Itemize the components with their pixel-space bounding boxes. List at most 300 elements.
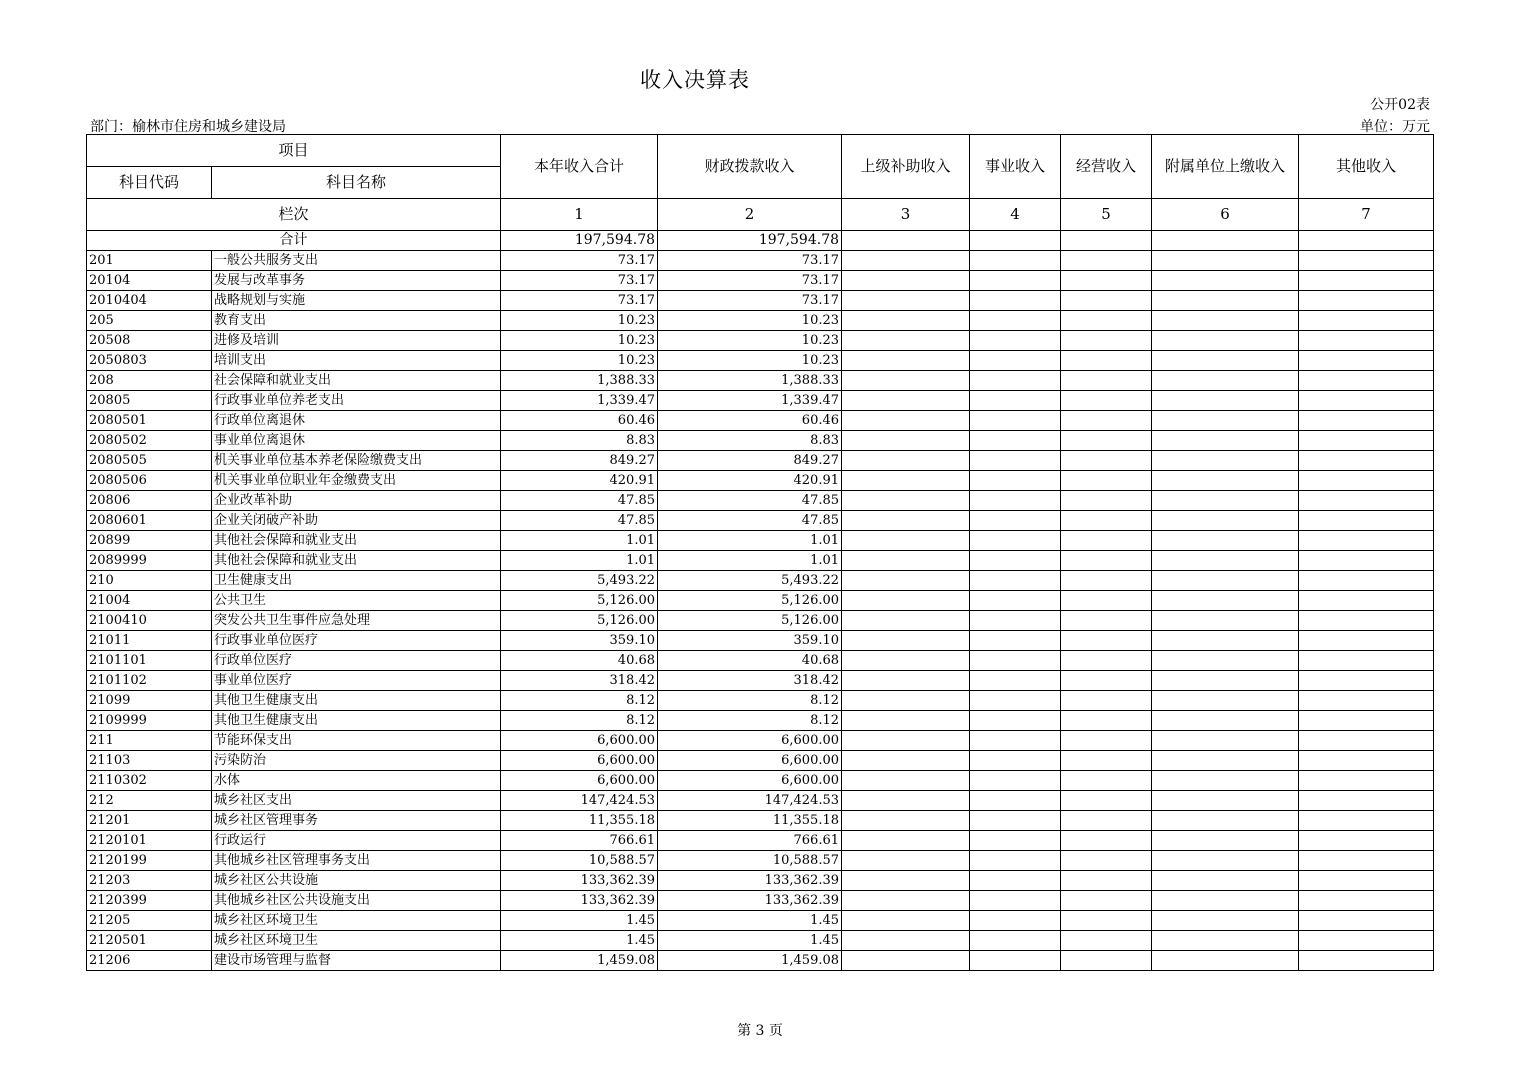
fiscal-income-cell: 10,588.57: [658, 851, 842, 871]
col-index-5: 5: [1061, 199, 1152, 231]
empty-cell: [842, 911, 970, 931]
empty-cell: [1299, 671, 1434, 691]
empty-cell: [842, 351, 970, 371]
empty-cell: [1299, 391, 1434, 411]
total-income-cell: 1,388.33: [501, 371, 658, 391]
page-title: 收入决算表: [640, 68, 750, 92]
empty-cell: [970, 831, 1061, 851]
empty-cell: [1061, 271, 1152, 291]
header-name: 科目名称: [212, 167, 501, 199]
subject-name: 污染防治: [212, 751, 501, 771]
fiscal-income-cell: 47.85: [658, 491, 842, 511]
empty-cell: [1299, 591, 1434, 611]
empty-cell: [842, 471, 970, 491]
subject-code: 2120101: [87, 831, 212, 851]
table-row: [87, 411, 1434, 431]
empty-cell: [1152, 751, 1299, 771]
empty-cell: [1152, 271, 1299, 291]
subject-code: 2110302: [87, 771, 212, 791]
empty-cell: [970, 511, 1061, 531]
empty-cell: [1152, 311, 1299, 331]
table-row: [87, 811, 1434, 831]
empty-cell: [1152, 831, 1299, 851]
empty-cell: [1299, 531, 1434, 551]
empty-cell: [1152, 591, 1299, 611]
fiscal-income-cell: 73.17: [658, 271, 842, 291]
empty-cell: [1299, 911, 1434, 931]
empty-cell: [1061, 371, 1152, 391]
empty-cell: [1061, 531, 1152, 551]
empty-cell: [970, 251, 1061, 271]
empty-cell: [1061, 571, 1152, 591]
fiscal-income-cell: 11,355.18: [658, 811, 842, 831]
total-income-cell: 133,362.39: [501, 871, 658, 891]
table-row: [87, 531, 1434, 551]
total-income-cell: 73.17: [501, 291, 658, 311]
empty-cell: [1299, 291, 1434, 311]
empty-cell: [970, 371, 1061, 391]
empty-cell: [1152, 391, 1299, 411]
header-affiliated-income: 附属单位上缴收入: [1152, 135, 1299, 199]
empty-cell: [1299, 791, 1434, 811]
empty-cell: [970, 631, 1061, 651]
empty-cell: [1061, 251, 1152, 271]
empty-cell: [970, 811, 1061, 831]
empty-cell: [1061, 931, 1152, 951]
empty-cell: [1299, 411, 1434, 431]
subject-code: 20806: [87, 491, 212, 511]
fiscal-income-cell: 6,600.00: [658, 771, 842, 791]
total-income-cell: 8.83: [501, 431, 658, 451]
total-fiscal-value: 197,594.78: [658, 231, 842, 251]
empty-cell: [970, 431, 1061, 451]
empty-cell: [970, 591, 1061, 611]
total-empty-cell: [1152, 231, 1299, 251]
empty-cell: [1299, 651, 1434, 671]
empty-cell: [1152, 451, 1299, 471]
subject-code: 201: [87, 251, 212, 271]
total-income-cell: 47.85: [501, 511, 658, 531]
table-row: [87, 371, 1434, 391]
subject-code: 2089999: [87, 551, 212, 571]
empty-cell: [1299, 871, 1434, 891]
table-row: [87, 791, 1434, 811]
table-row: [87, 731, 1434, 751]
table-row: [87, 571, 1434, 591]
empty-cell: [1299, 751, 1434, 771]
empty-cell: [970, 911, 1061, 931]
empty-cell: [1061, 651, 1152, 671]
table-row: [87, 891, 1434, 911]
subject-name: 其他城乡社区管理事务支出: [212, 851, 501, 871]
total-income-cell: 10,588.57: [501, 851, 658, 871]
empty-cell: [1152, 791, 1299, 811]
empty-cell: [842, 771, 970, 791]
subject-code: 2109999: [87, 711, 212, 731]
empty-cell: [842, 571, 970, 591]
empty-cell: [970, 851, 1061, 871]
empty-cell: [1152, 471, 1299, 491]
empty-cell: [1152, 291, 1299, 311]
empty-cell: [1152, 431, 1299, 451]
fiscal-income-cell: 6,600.00: [658, 731, 842, 751]
empty-cell: [1152, 771, 1299, 791]
empty-cell: [1152, 671, 1299, 691]
empty-cell: [1152, 251, 1299, 271]
empty-cell: [1152, 651, 1299, 671]
total-income-cell: 420.91: [501, 471, 658, 491]
subject-code: 2080601: [87, 511, 212, 531]
empty-cell: [970, 471, 1061, 491]
empty-cell: [970, 331, 1061, 351]
empty-cell: [970, 891, 1061, 911]
subject-code: 21011: [87, 631, 212, 651]
empty-cell: [1152, 691, 1299, 711]
empty-cell: [970, 771, 1061, 791]
empty-cell: [1299, 851, 1434, 871]
table-row: [87, 331, 1434, 351]
empty-cell: [1061, 311, 1152, 331]
table-row: [87, 291, 1434, 311]
empty-cell: [1061, 851, 1152, 871]
empty-cell: [1152, 931, 1299, 951]
empty-cell: [1061, 551, 1152, 571]
total-income-cell: 10.23: [501, 311, 658, 331]
table-row: [87, 431, 1434, 451]
header-operating-income: 经营收入: [1061, 135, 1152, 199]
total-row: [87, 231, 1434, 251]
subject-name: 企业关闭破产补助: [212, 511, 501, 531]
empty-cell: [1152, 711, 1299, 731]
form-number: 公开02表: [1370, 97, 1430, 113]
empty-cell: [842, 531, 970, 551]
fiscal-income-cell: 8.12: [658, 691, 842, 711]
subject-name: 行政单位医疗: [212, 651, 501, 671]
table-row: [87, 691, 1434, 711]
subject-code: 2120399: [87, 891, 212, 911]
total-income-cell: 1.01: [501, 551, 658, 571]
table-row: [87, 591, 1434, 611]
fiscal-income-cell: 40.68: [658, 651, 842, 671]
empty-cell: [970, 531, 1061, 551]
empty-cell: [842, 491, 970, 511]
total-income-cell: 318.42: [501, 671, 658, 691]
fiscal-income-cell: 420.91: [658, 471, 842, 491]
department-label: 部门：榆林市住房和城乡建设局: [90, 119, 286, 135]
empty-cell: [1152, 811, 1299, 831]
total-income-cell: 849.27: [501, 451, 658, 471]
subject-name: 进修及培训: [212, 331, 501, 351]
table-row: [87, 651, 1434, 671]
fiscal-income-cell: 8.12: [658, 711, 842, 731]
table-row: [87, 631, 1434, 651]
empty-cell: [970, 751, 1061, 771]
total-income-cell: 359.10: [501, 631, 658, 651]
empty-cell: [970, 731, 1061, 751]
subject-code: 21004: [87, 591, 212, 611]
fiscal-income-cell: 1.01: [658, 551, 842, 571]
subject-code: 21206: [87, 951, 212, 971]
fiscal-income-cell: 5,493.22: [658, 571, 842, 591]
table-row: [87, 551, 1434, 571]
fiscal-income-cell: 6,600.00: [658, 751, 842, 771]
fiscal-income-cell: 1,459.08: [658, 951, 842, 971]
subject-code: 208: [87, 371, 212, 391]
empty-cell: [1299, 511, 1434, 531]
subject-name: 一般公共服务支出: [212, 251, 501, 271]
table-row: [87, 311, 1434, 331]
empty-cell: [842, 511, 970, 531]
empty-cell: [842, 811, 970, 831]
empty-cell: [1299, 251, 1434, 271]
income-table: [86, 134, 1434, 971]
subject-name: 突发公共卫生事件应急处理: [212, 611, 501, 631]
empty-cell: [1061, 711, 1152, 731]
empty-cell: [970, 651, 1061, 671]
header-business-income: 事业收入: [970, 135, 1061, 199]
subject-code: 2050803: [87, 351, 212, 371]
empty-cell: [842, 631, 970, 651]
empty-cell: [1061, 631, 1152, 651]
empty-cell: [970, 711, 1061, 731]
subject-code: 211: [87, 731, 212, 751]
fiscal-income-cell: 5,126.00: [658, 591, 842, 611]
header-total-income: 本年收入合计: [501, 135, 658, 199]
subject-code: 2101102: [87, 671, 212, 691]
subject-name: 其他社会保障和就业支出: [212, 531, 501, 551]
empty-cell: [842, 711, 970, 731]
subject-name: 教育支出: [212, 311, 501, 331]
fiscal-income-cell: 766.61: [658, 831, 842, 851]
subject-name: 战略规划与实施: [212, 291, 501, 311]
fiscal-income-cell: 849.27: [658, 451, 842, 471]
empty-cell: [842, 671, 970, 691]
empty-cell: [970, 931, 1061, 951]
total-income-cell: 133,362.39: [501, 891, 658, 911]
empty-cell: [842, 871, 970, 891]
fiscal-income-cell: 1.45: [658, 931, 842, 951]
total-income-cell: 6,600.00: [501, 771, 658, 791]
total-label: 合计: [87, 231, 501, 251]
empty-cell: [970, 411, 1061, 431]
total-income-cell: 11,355.18: [501, 811, 658, 831]
empty-cell: [1061, 771, 1152, 791]
empty-cell: [842, 251, 970, 271]
empty-cell: [970, 391, 1061, 411]
empty-cell: [970, 791, 1061, 811]
table-row: [87, 511, 1434, 531]
empty-cell: [842, 791, 970, 811]
empty-cell: [1152, 911, 1299, 931]
table-row: [87, 391, 1434, 411]
subject-code: 21099: [87, 691, 212, 711]
empty-cell: [1061, 591, 1152, 611]
total-income-cell: 766.61: [501, 831, 658, 851]
empty-cell: [842, 311, 970, 331]
subject-name: 企业改革补助: [212, 491, 501, 511]
fiscal-income-cell: 8.83: [658, 431, 842, 451]
subject-code: 212: [87, 791, 212, 811]
fiscal-income-cell: 73.17: [658, 251, 842, 271]
empty-cell: [1061, 791, 1152, 811]
fiscal-income-cell: 147,424.53: [658, 791, 842, 811]
empty-cell: [1299, 311, 1434, 331]
subject-name: 水体: [212, 771, 501, 791]
subject-code: 21203: [87, 871, 212, 891]
empty-cell: [1152, 851, 1299, 871]
total-income-value: 197,594.78: [501, 231, 658, 251]
empty-cell: [842, 931, 970, 951]
table-row: [87, 471, 1434, 491]
empty-cell: [1061, 411, 1152, 431]
total-income-cell: 73.17: [501, 251, 658, 271]
empty-cell: [1152, 951, 1299, 971]
empty-cell: [1061, 951, 1152, 971]
empty-cell: [1061, 391, 1152, 411]
subject-code: 2080502: [87, 431, 212, 451]
empty-cell: [842, 271, 970, 291]
fiscal-income-cell: 10.23: [658, 311, 842, 331]
empty-cell: [1152, 891, 1299, 911]
empty-cell: [970, 451, 1061, 471]
fiscal-income-cell: 133,362.39: [658, 871, 842, 891]
table-row: [87, 351, 1434, 371]
subject-code: 2080505: [87, 451, 212, 471]
subject-name: 其他城乡社区公共设施支出: [212, 891, 501, 911]
subject-name: 培训支出: [212, 351, 501, 371]
empty-cell: [1299, 691, 1434, 711]
subject-code: 20805: [87, 391, 212, 411]
empty-cell: [1061, 491, 1152, 511]
table-row: [87, 931, 1434, 951]
empty-cell: [1061, 871, 1152, 891]
empty-cell: [842, 851, 970, 871]
empty-cell: [842, 731, 970, 751]
fiscal-income-cell: 10.23: [658, 331, 842, 351]
total-income-cell: 5,493.22: [501, 571, 658, 591]
fiscal-income-cell: 1.45: [658, 911, 842, 931]
subject-name: 行政事业单位养老支出: [212, 391, 501, 411]
empty-cell: [842, 451, 970, 471]
empty-cell: [1299, 451, 1434, 471]
empty-cell: [1152, 871, 1299, 891]
subject-name: 事业单位医疗: [212, 671, 501, 691]
subject-code: 2120501: [87, 931, 212, 951]
empty-cell: [1299, 491, 1434, 511]
table-row: [87, 831, 1434, 851]
empty-cell: [1061, 911, 1152, 931]
empty-cell: [1299, 631, 1434, 651]
fiscal-income-cell: 5,126.00: [658, 611, 842, 631]
total-empty-cell: [1299, 231, 1434, 251]
total-income-cell: 1,339.47: [501, 391, 658, 411]
subject-name: 城乡社区公共设施: [212, 871, 501, 891]
table-row: [87, 491, 1434, 511]
empty-cell: [1299, 351, 1434, 371]
empty-cell: [1152, 531, 1299, 551]
fiscal-income-cell: 1,388.33: [658, 371, 842, 391]
empty-cell: [970, 491, 1061, 511]
header-fiscal-income: 财政拨款收入: [658, 135, 842, 199]
table-row: [87, 951, 1434, 971]
empty-cell: [1061, 671, 1152, 691]
empty-cell: [1299, 471, 1434, 491]
empty-cell: [1152, 551, 1299, 571]
table-row: [87, 751, 1434, 771]
total-income-cell: 10.23: [501, 351, 658, 371]
empty-cell: [970, 271, 1061, 291]
empty-cell: [1299, 371, 1434, 391]
table-row: [87, 771, 1434, 791]
empty-cell: [1152, 331, 1299, 351]
fiscal-income-cell: 133,362.39: [658, 891, 842, 911]
header-code: 科目代码: [87, 167, 212, 199]
total-income-cell: 73.17: [501, 271, 658, 291]
empty-cell: [842, 371, 970, 391]
subject-name: 公共卫生: [212, 591, 501, 611]
col-index-2: 2: [658, 199, 842, 231]
total-income-cell: 147,424.53: [501, 791, 658, 811]
subject-code: 21205: [87, 911, 212, 931]
table-row: [87, 911, 1434, 931]
empty-cell: [1061, 351, 1152, 371]
empty-cell: [970, 551, 1061, 571]
table-row: [87, 871, 1434, 891]
total-income-cell: 8.12: [501, 711, 658, 731]
empty-cell: [1061, 451, 1152, 471]
fiscal-income-cell: 359.10: [658, 631, 842, 651]
empty-cell: [842, 651, 970, 671]
subject-name: 行政单位离退休: [212, 411, 501, 431]
page-number: 第 3 页: [737, 1023, 783, 1039]
fiscal-income-cell: 60.46: [658, 411, 842, 431]
empty-cell: [1299, 331, 1434, 351]
table-row: [87, 251, 1434, 271]
empty-cell: [1061, 831, 1152, 851]
fiscal-income-cell: 318.42: [658, 671, 842, 691]
table-row: [87, 671, 1434, 691]
subject-code: 2010404: [87, 291, 212, 311]
empty-cell: [1061, 291, 1152, 311]
fiscal-income-cell: 1.01: [658, 531, 842, 551]
subject-code: 20508: [87, 331, 212, 351]
subject-code: 2080506: [87, 471, 212, 491]
header-other-income: 其他收入: [1299, 135, 1434, 199]
total-income-cell: 10.23: [501, 331, 658, 351]
col-index-3: 3: [842, 199, 970, 231]
total-income-cell: 47.85: [501, 491, 658, 511]
empty-cell: [1061, 611, 1152, 631]
fiscal-income-cell: 1,339.47: [658, 391, 842, 411]
empty-cell: [1299, 711, 1434, 731]
empty-cell: [970, 611, 1061, 631]
total-income-cell: 1.45: [501, 911, 658, 931]
fiscal-income-cell: 47.85: [658, 511, 842, 531]
total-income-cell: 1,459.08: [501, 951, 658, 971]
subject-name: 城乡社区环境卫生: [212, 931, 501, 951]
empty-cell: [1299, 271, 1434, 291]
empty-cell: [1061, 811, 1152, 831]
empty-cell: [970, 951, 1061, 971]
fiscal-income-cell: 10.23: [658, 351, 842, 371]
subject-name: 其他社会保障和就业支出: [212, 551, 501, 571]
empty-cell: [842, 411, 970, 431]
empty-cell: [1299, 431, 1434, 451]
subject-name: 城乡社区环境卫生: [212, 911, 501, 931]
empty-cell: [1061, 891, 1152, 911]
table-row: [87, 611, 1434, 631]
subject-code: 2080501: [87, 411, 212, 431]
